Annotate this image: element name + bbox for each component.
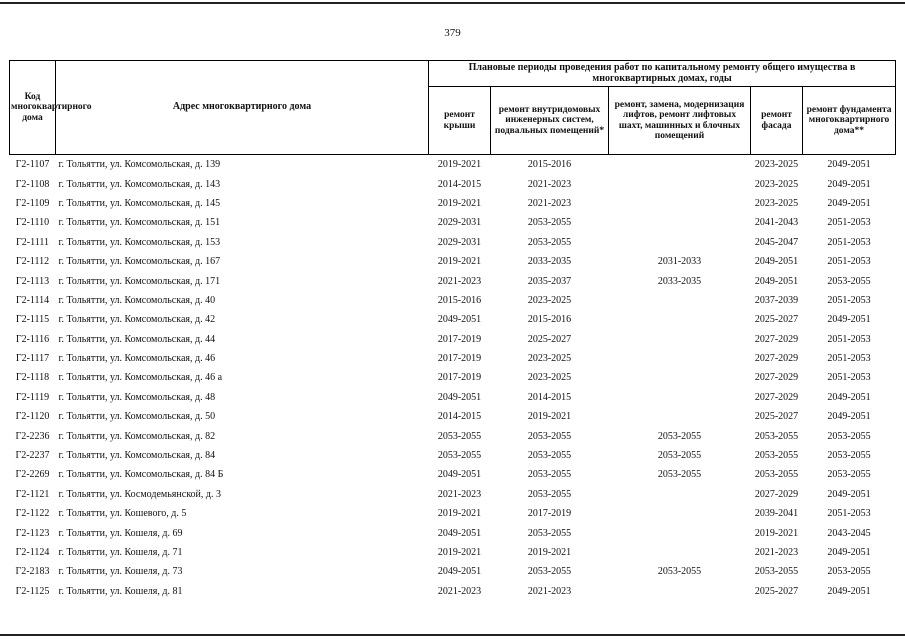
cell-foundation: 2051-2053 (827, 256, 871, 268)
cell-address: г. Тольятти, ул. Комсомольская, д. 139 (58, 159, 221, 171)
cell-systems: 2053-2055 (527, 566, 572, 578)
cell-code: Г2-1120 (15, 411, 50, 423)
cell-systems: 2035-2037 (527, 275, 572, 287)
cell-systems: 2015-2016 (527, 314, 572, 326)
cell-address: г. Тольятти, ул. Комсомольская, д. 42 (58, 314, 216, 326)
cell-foundation: 2049-2051 (827, 411, 871, 423)
cell-facade: 2025-2027 (754, 411, 799, 423)
page-number: 379 (444, 27, 461, 39)
cell-systems: 2017-2019 (527, 508, 572, 520)
cell-roof: 2014-2015 (437, 178, 482, 190)
cell-foundation: 2053-2055 (827, 566, 871, 578)
cell-address: г. Тольятти, ул. Космодемьянской, д. 3 (58, 488, 221, 500)
header-address: Адрес многоквартирного дома (56, 61, 429, 155)
cell-facade: 2023-2025 (754, 178, 799, 190)
table-row (10, 504, 896, 523)
cell-code: Г2-1109 (15, 197, 50, 209)
capital-repair-table (9, 60, 896, 601)
cell-roof: 2019-2021 (437, 547, 482, 558)
cell-address: г. Тольятти, ул. Кошеля, д. 71 (58, 547, 183, 558)
cell-foundation: 2051-2053 (827, 294, 871, 306)
table-row (10, 349, 896, 368)
cell-address: г. Тольятти, ул. Комсомольская, д. 171 (58, 275, 221, 287)
cell-address: г. Тольятти, ул. Комсомольская, д. 151 (58, 217, 221, 229)
header-systems: ремонт внутридомовых инженерных систем, подвальных помещений* (491, 87, 609, 155)
table-row (10, 213, 896, 232)
cell-roof: 2017-2019 (437, 372, 482, 384)
top-border-line (0, 2, 905, 4)
cell-foundation: 2049-2051 (827, 197, 871, 209)
cell-code: Г2-1121 (15, 488, 50, 500)
cell-address: г. Тольятти, ул. Комсомольская, д. 84 Б (58, 469, 224, 481)
cell-lifts (609, 213, 751, 232)
cell-address: г. Тольятти, ул. Комсомольская, д. 167 (58, 256, 221, 268)
cell-address: г. Тольятти, ул. Комсомольская, д. 153 (58, 236, 221, 248)
cell-code: Г2-1123 (15, 527, 50, 539)
header-facade: ремонт фасада (751, 87, 803, 155)
cell-code: Г2-1108 (15, 178, 50, 190)
table-row (10, 194, 896, 213)
cell-code: Г2-1113 (15, 275, 50, 287)
cell-address: г. Тольятти, ул. Кошеля, д. 69 (58, 527, 183, 539)
cell-address: г. Тольятти, ул. Комсомольская, д. 48 (58, 391, 216, 403)
cell-systems: 2023-2025 (527, 353, 572, 365)
table-row (10, 582, 896, 601)
cell-code: Г2-1125 (15, 585, 50, 597)
header-code: Код многоквартирного дома (10, 61, 56, 155)
table-row (10, 543, 896, 562)
cell-foundation: 2053-2055 (827, 469, 871, 481)
cell-address: г. Тольятти, ул. Кошевого, д. 5 (58, 508, 187, 520)
header-roof: ремонт крыши (429, 87, 491, 155)
table-row (10, 291, 896, 310)
cell-systems: 2053-2055 (527, 488, 572, 500)
header-lifts: ремонт, замена, модернизация лифтов, ремонт лифтовых шахт, машинных и блочных помещений (609, 87, 751, 155)
cell-code: Г2-1117 (15, 353, 50, 365)
cell-address: г. Тольятти, ул. Комсомольская, д. 40 (58, 294, 216, 306)
cell-facade: 2023-2025 (754, 159, 799, 171)
cell-facade: 2041-2043 (754, 217, 799, 229)
cell-facade: 2027-2029 (754, 391, 799, 403)
cell-code: Г2-2269 (15, 469, 50, 481)
table-row (10, 271, 896, 290)
cell-foundation: 2051-2053 (827, 508, 871, 520)
table-row (10, 485, 896, 504)
table-row (10, 388, 896, 407)
cell-lifts: 2053-2055 (657, 430, 702, 442)
cell-facade: 2037-2039 (754, 294, 799, 306)
cell-systems: 2053-2055 (527, 527, 572, 539)
table-row (10, 407, 896, 426)
cell-facade: 2049-2051 (754, 275, 799, 287)
header-foundation: ремонт фундамента многоквартирного дома** (803, 87, 896, 155)
cell-address: г. Тольятти, ул. Комсомольская, д. 46 а (58, 372, 223, 384)
cell-facade: 2021-2023 (754, 547, 799, 558)
cell-systems: 2014-2015 (527, 391, 572, 403)
cell-foundation: 2049-2051 (827, 159, 871, 171)
cell-foundation: 2053-2055 (827, 450, 871, 462)
cell-roof: 2049-2051 (437, 314, 482, 326)
cell-lifts: 2053-2055 (657, 566, 702, 578)
cell-roof: 2021-2023 (437, 275, 482, 287)
table-row (10, 523, 896, 542)
cell-code: Г2-1122 (15, 508, 50, 520)
table-row (10, 310, 896, 329)
cell-lifts (609, 368, 751, 387)
cell-address: г. Тольятти, ул. Комсомольская, д. 145 (58, 197, 221, 209)
cell-foundation: 2049-2051 (827, 585, 871, 597)
cell-address: г. Тольятти, ул. Кошеля, д. 81 (58, 585, 183, 597)
cell-systems: 2015-2016 (527, 159, 572, 171)
cell-facade: 2025-2027 (754, 314, 799, 326)
cell-code: Г2-2236 (15, 430, 50, 442)
cell-facade: 2023-2025 (754, 197, 799, 209)
cell-code: Г2-1111 (16, 236, 49, 248)
cell-systems: 2053-2055 (527, 236, 572, 248)
cell-lifts: 2053-2055 (657, 469, 702, 481)
table-row (10, 562, 896, 581)
cell-facade: 2025-2027 (754, 585, 799, 597)
cell-lifts (609, 523, 751, 542)
table-row (10, 252, 896, 271)
cell-systems: 2019-2021 (527, 411, 572, 423)
cell-address: г. Тольятти, ул. Кошеля, д. 73 (58, 566, 183, 578)
cell-lifts (609, 155, 751, 175)
cell-foundation: 2053-2055 (827, 275, 871, 287)
cell-systems: 2053-2055 (527, 450, 572, 462)
cell-code: Г2-2183 (15, 566, 50, 578)
cell-systems: 2033-2035 (527, 256, 572, 268)
table-row (10, 233, 896, 252)
cell-lifts (609, 485, 751, 504)
header-periods: Плановые периоды проведения работ по капитальному ремонту общего имущества в многоквартирных домах, годы (429, 61, 896, 87)
cell-facade: 2049-2051 (754, 256, 799, 268)
cell-address: г. Тольятти, ул. Комсомольская, д. 143 (58, 178, 221, 190)
cell-roof: 2019-2021 (437, 508, 482, 520)
cell-roof: 2049-2051 (437, 391, 482, 403)
cell-systems: 2053-2055 (527, 469, 572, 481)
cell-facade: 2053-2055 (754, 430, 799, 442)
cell-address: г. Тольятти, ул. Комсомольская, д. 46 (58, 353, 216, 365)
cell-lifts (609, 407, 751, 426)
cell-foundation: 2043-2045 (827, 527, 871, 539)
cell-roof: 2017-2019 (437, 353, 482, 365)
cell-systems: 2053-2055 (527, 430, 572, 442)
cell-code: Г2-1114 (15, 294, 50, 306)
cell-lifts (609, 291, 751, 310)
cell-lifts (609, 174, 751, 193)
cell-code: Г2-1115 (15, 314, 50, 326)
cell-code: Г2-2237 (15, 450, 50, 462)
cell-facade: 2053-2055 (754, 469, 799, 481)
cell-address: г. Тольятти, ул. Комсомольская, д. 50 (58, 411, 216, 423)
cell-roof: 2029-2031 (437, 217, 482, 229)
cell-facade: 2027-2029 (754, 488, 799, 500)
cell-lifts (609, 349, 751, 368)
cell-lifts (609, 310, 751, 329)
cell-code: Г2-1107 (15, 159, 50, 171)
cell-facade: 2045-2047 (754, 236, 799, 248)
cell-foundation: 2049-2051 (827, 314, 871, 326)
cell-systems: 2021-2023 (527, 585, 572, 597)
cell-foundation: 2049-2051 (827, 547, 871, 558)
cell-systems: 2023-2025 (527, 294, 572, 306)
cell-roof: 2021-2023 (437, 488, 482, 500)
cell-roof: 2053-2055 (437, 430, 482, 442)
table-row (10, 155, 896, 175)
cell-code: Г2-1118 (15, 372, 50, 384)
cell-roof: 2053-2055 (437, 450, 482, 462)
cell-roof: 2017-2019 (437, 333, 482, 345)
cell-roof: 2049-2051 (437, 469, 482, 481)
table-row (10, 426, 896, 445)
table-row (10, 368, 896, 387)
cell-lifts (609, 233, 751, 252)
cell-code: Г2-1116 (15, 333, 50, 345)
cell-roof: 2049-2051 (437, 527, 482, 539)
cell-address: г. Тольятти, ул. Комсомольская, д. 82 (58, 430, 216, 442)
cell-roof: 2029-2031 (437, 236, 482, 248)
cell-roof: 2021-2023 (437, 585, 482, 597)
cell-foundation: 2053-2055 (827, 430, 871, 442)
cell-facade: 2053-2055 (754, 566, 799, 578)
cell-code: Г2-1112 (15, 256, 50, 268)
cell-code: Г2-1110 (15, 217, 50, 229)
cell-roof: 2019-2021 (437, 159, 482, 171)
cell-systems: 2053-2055 (527, 217, 572, 229)
cell-lifts: 2031-2033 (657, 256, 702, 268)
table-row (10, 465, 896, 484)
cell-roof: 2019-2021 (437, 197, 482, 209)
cell-lifts (609, 543, 751, 562)
cell-facade: 2027-2029 (754, 353, 799, 365)
cell-roof: 2015-2016 (437, 294, 482, 306)
cell-systems: 2023-2025 (527, 372, 572, 384)
bottom-border-line (0, 634, 905, 636)
cell-address: г. Тольятти, ул. Комсомольская, д. 44 (58, 333, 216, 345)
cell-lifts (609, 330, 751, 349)
cell-lifts (609, 388, 751, 407)
cell-foundation: 2049-2051 (827, 391, 871, 403)
cell-foundation: 2051-2053 (827, 372, 871, 384)
cell-systems: 2019-2021 (527, 547, 572, 558)
table-row (10, 446, 896, 465)
cell-systems: 2025-2027 (527, 333, 572, 345)
cell-facade: 2027-2029 (754, 333, 799, 345)
table-row (10, 330, 896, 349)
cell-roof: 2019-2021 (437, 256, 482, 268)
cell-facade: 2019-2021 (754, 527, 799, 539)
cell-foundation: 2051-2053 (827, 333, 871, 345)
cell-systems: 2021-2023 (527, 178, 572, 190)
cell-foundation: 2051-2053 (827, 236, 871, 248)
cell-foundation: 2049-2051 (827, 178, 871, 190)
cell-lifts: 2033-2035 (657, 275, 702, 287)
cell-code: Г2-1124 (15, 547, 50, 558)
cell-facade: 2027-2029 (754, 372, 799, 384)
cell-roof: 2049-2051 (437, 566, 482, 578)
cell-code: Г2-1119 (15, 391, 50, 403)
cell-lifts (609, 194, 751, 213)
cell-foundation: 2051-2053 (827, 217, 871, 229)
cell-systems: 2021-2023 (527, 197, 572, 209)
cell-facade: 2039-2041 (754, 508, 799, 520)
cell-facade: 2053-2055 (754, 450, 799, 462)
cell-roof: 2014-2015 (437, 411, 482, 423)
cell-foundation: 2051-2053 (827, 353, 871, 365)
cell-foundation: 2049-2051 (827, 488, 871, 500)
cell-address: г. Тольятти, ул. Комсомольская, д. 84 (58, 450, 216, 462)
cell-lifts: 2053-2055 (657, 450, 702, 462)
table-row (10, 174, 896, 193)
cell-lifts (609, 504, 751, 523)
cell-lifts (609, 582, 751, 601)
